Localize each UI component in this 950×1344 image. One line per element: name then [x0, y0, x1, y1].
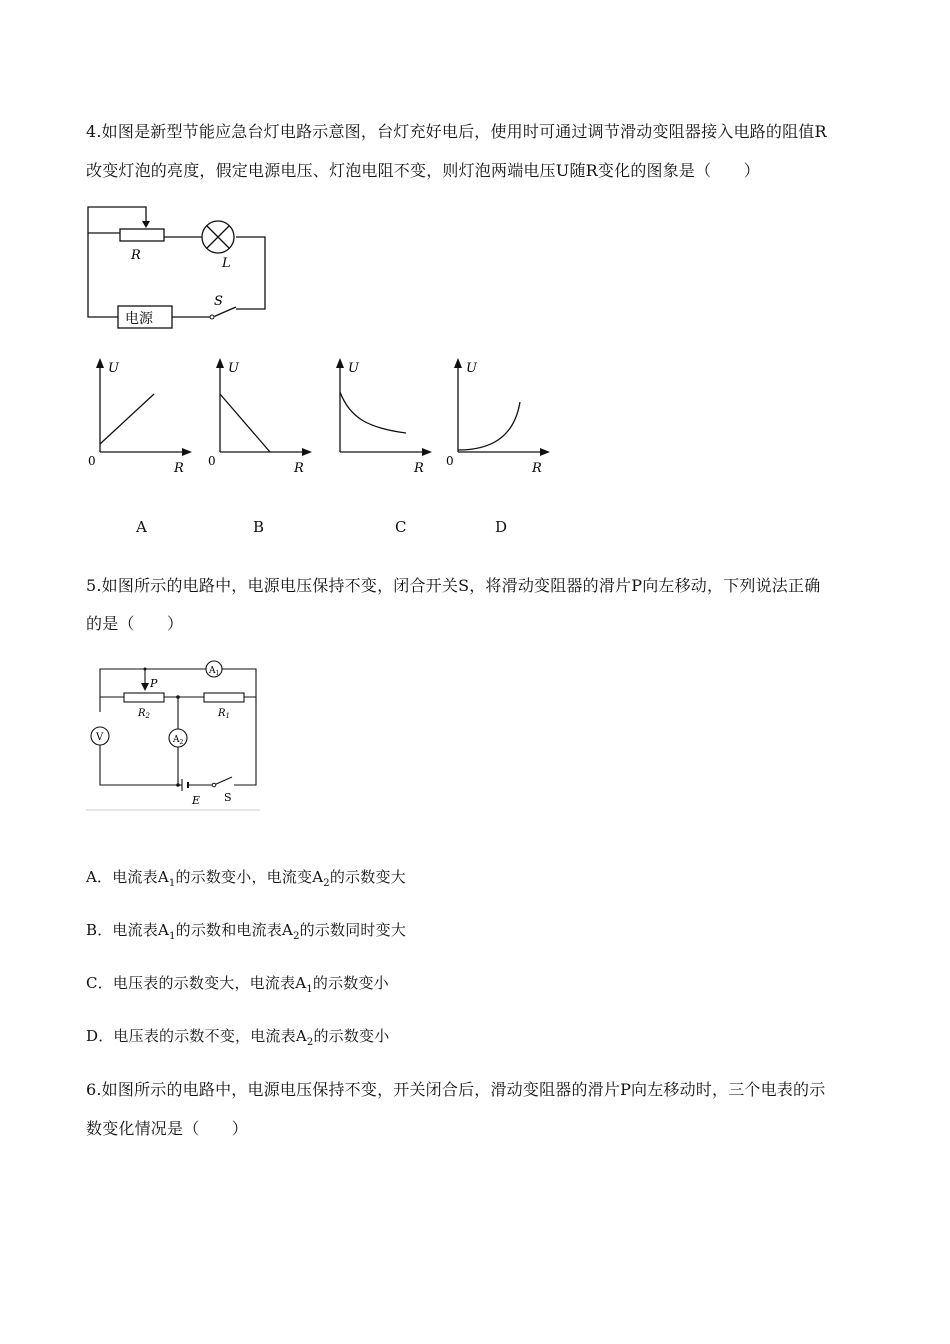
graph-c-option-label[interactable]: C — [395, 518, 407, 536]
q5-stem-line1: 5.如图所示的电路中，电源电压保持不变，闭合开关S，将滑动变阻器的滑片P向左移动，下列说法正确 — [86, 576, 821, 595]
graph-b — [206, 352, 314, 480]
r1-label: $R_1$ — [218, 708, 230, 720]
graph-a-origin: 0 — [88, 454, 96, 468]
graph-c-r: R — [414, 461, 424, 476]
e-label: E — [192, 794, 201, 807]
v-label: V — [96, 732, 104, 743]
label-power-source: 电源 — [125, 311, 153, 327]
q5-option-a[interactable]: A．电流表$A_1$的示数变小，电流变$A_2$的示数变大 — [86, 868, 406, 889]
graph-a-r: R — [174, 461, 184, 476]
graph-b-u: U — [228, 361, 239, 376]
graph-d-curve — [458, 402, 520, 450]
graph-b-option-label[interactable]: B — [253, 518, 265, 536]
graph-b-curve — [220, 394, 270, 452]
label-l: L — [222, 256, 231, 271]
q5-stem-line2: 的是（ ） — [86, 614, 184, 633]
graph-b-origin: 0 — [208, 454, 216, 468]
graph-d-u: U — [466, 361, 477, 376]
s-label: S — [224, 791, 232, 804]
graph-b-r: R — [294, 461, 304, 476]
a2-label: $A_2$ — [173, 735, 184, 746]
label-s: S — [214, 294, 223, 309]
resistor-r2 — [124, 693, 164, 702]
graph-c-u: U — [348, 361, 359, 376]
q5-option-b[interactable]: B．电流表$A_1$的示数和电流表$A_2$的示数同时变大 — [86, 921, 407, 942]
rheostat-r — [120, 229, 164, 241]
switch-s — [214, 777, 232, 785]
q4-stem-line1: 4.如图是新型节能应急台灯电路示意图，台灯充好电后，使用时可通过调节滑动变阻器接入电路的阻值R — [86, 122, 827, 141]
r2-label: $R_2$ — [138, 708, 150, 720]
p-label: P — [150, 677, 158, 690]
q5-circuit-diagram — [84, 655, 264, 815]
resistor-r1 — [204, 693, 244, 702]
q4-circuit-diagram — [84, 195, 274, 335]
q6-stem-line2: 数变化情况是（ ） — [86, 1119, 249, 1138]
graph-a-curve — [100, 394, 154, 444]
graph-c-curve — [340, 392, 406, 433]
a1-label: $A_1$ — [209, 666, 220, 677]
graph-a — [86, 352, 194, 480]
q5-option-c[interactable]: C．电压表的示数变大，电流表$A_1$的示数变小 — [86, 974, 389, 995]
label-r: R — [131, 248, 141, 263]
graph-d-r: R — [532, 461, 542, 476]
graph-a-option-label[interactable]: A — [136, 518, 147, 536]
q6-stem-line1: 6.如图所示的电路中，电源电压保持不变，开关闭合后，滑动变阻器的滑片P向左移动时，三个电表的示 — [86, 1080, 826, 1099]
graph-d-option-label[interactable]: D — [495, 518, 508, 536]
graph-d — [444, 352, 552, 480]
q5-option-d[interactable]: D．电压表的示数不变，电流表$A_2$的示数变小 — [86, 1027, 390, 1048]
graph-c — [326, 352, 434, 480]
graph-d-origin: 0 — [446, 454, 454, 468]
graph-a-u: U — [108, 361, 119, 376]
q4-stem-line2: 改变灯泡的亮度，假定电源电压、灯泡电阻不变，则灯泡两端电压U随R变化的图象是（ ） — [86, 161, 760, 180]
